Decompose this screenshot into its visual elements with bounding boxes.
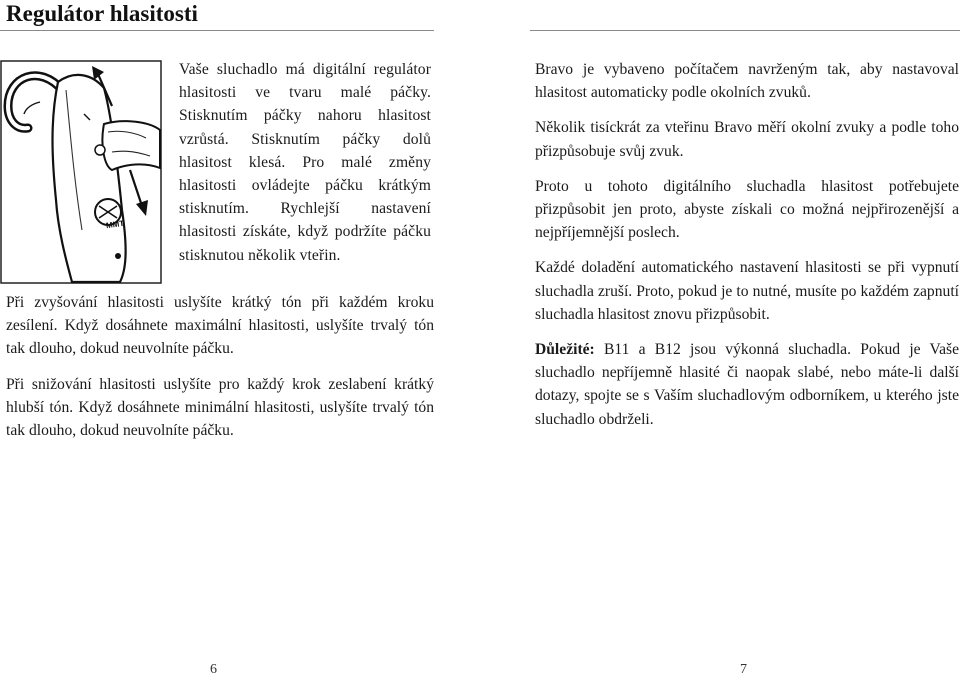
left-paragraph-1: Při zvyšování hlasitosti uslyšíte krátký tón při každém kroku zesílení. Když dosáhnete maximální hlasitosti, uslyšíte trvalý tón tak dlouho, dokud neuvolníte páčku. (6, 294, 434, 358)
important-text: B11 a B12 jsou výkonná sluchadla. Pokud je Vaše sluchadlo nepříjemně hlasité či naopak slabé, nebo máte-li další dotazy, spojte se s Vaším sluchadlovým odborníkem, u kterého jste sluchadlo obdrželi. (535, 341, 959, 428)
arrow-down-icon (124, 168, 154, 218)
right-paragraph-2: Několik tisíckrát za vteřinu Bravo měří okolní zvuky a podle toho přizpůsobuje svůj zvuk. (535, 119, 959, 160)
header-rule-right (530, 30, 960, 31)
important-label: Důležité: (535, 341, 595, 359)
page-number-left: 6 (210, 662, 217, 677)
left-column (6, 291, 434, 454)
page-title: Regulátor hlasitosti (6, 1, 198, 26)
important-note (535, 338, 959, 431)
intro-paragraph: Vaše sluchadlo má digitální regulátor hlasitosti ve tvaru malé páčky. Stisknutím páčky nahoru hlasitost vzrůstá. Stisknutím páčky dolů hlasitost klesá. Pro malé změny hlasitosti ovládejte páčku krátkým stisknutím. Rychlejší nastavení hlasitosti získáte, když podržíte páčku stisknutou několik vteřin. (179, 61, 431, 264)
intro-text-block (179, 58, 431, 267)
arrow-up-icon (88, 64, 118, 108)
right-paragraph-3: Proto u tohoto digitálního sluchadla hlasitost potřebujete přizpůsobit jen proto, abyste získali co možná nejpřirozenější a nejpříjemnější poslech. (535, 177, 959, 242)
page-number-right: 7 (740, 662, 747, 677)
left-paragraph-2: Při snižování hlasitosti uslyšíte pro každý krok zeslabení krátký hlubší tón. Když dosáhnete minimální hlasitosti, uslyšíte trvalý tón tak dlouho, dokud neuvolníte páčku. (6, 375, 434, 440)
device-label: MMT (105, 218, 125, 231)
right-column (535, 58, 959, 443)
header-rule-left (0, 30, 434, 31)
right-paragraph-1: Bravo je vybaveno počítačem navrženým tak, aby nastavoval hlasitost automaticky podle okolních zvuků. (535, 61, 959, 102)
right-paragraph-4: Každé doladění automatického nastavení hlasitosti se při vypnutí sluchadla zruší. Proto, pokud je to nutné, musíte po každém zapnutí sluchadla hlasitost znovu přizpůsobit. (535, 259, 959, 323)
